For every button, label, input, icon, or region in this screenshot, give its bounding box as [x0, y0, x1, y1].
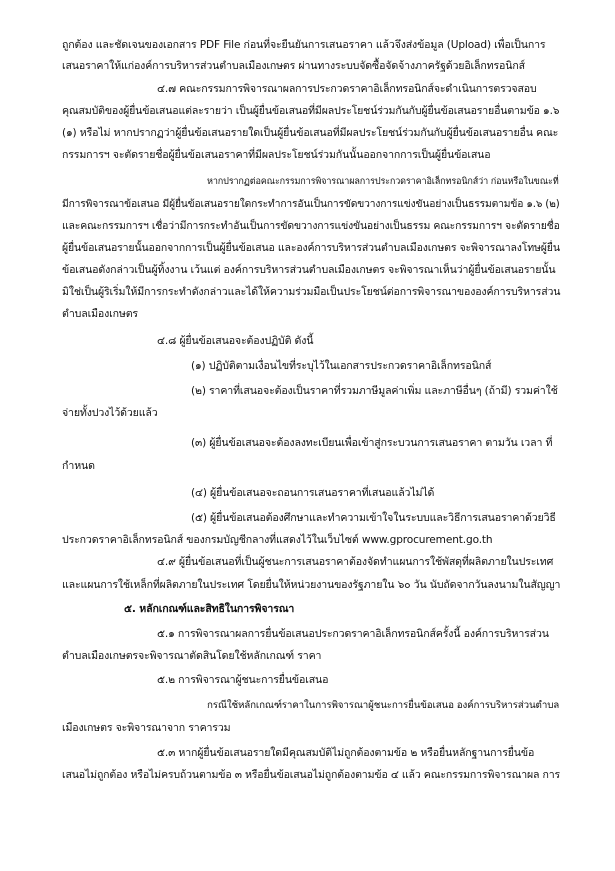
- text-line: กรณีใช้หลักเกณฑ์ราคาในการพิจารณาผู้ชนะการยื่นข้อเสนอ องค์การบริหารส่วนตำบล: [207, 700, 560, 711]
- text-line: เสนอราคาให้แก่องค์การบริหารส่วนตำบลเมืองเกษตร ผ่านทางระบบจัดซื้อจัดจ้างภาครัฐด้วยอิเล็กทรอนิกส์: [62, 60, 525, 72]
- text-line: มีการพิจารณาข้อเสนอ มีผู้ยื่นข้อเสนอรายใดกระทำการอันเป็นการขัดขวางการแข่งขันอย่างเป็นธรรมตามข้อ ๑.๖ (๒): [62, 198, 560, 210]
- text-line: หากปรากฏต่อคณะกรรมการพิจารณาผลการประกวดราคาอิเล็กทรอนิกส์ว่า ก่อนหรือในขณะที่: [207, 177, 559, 187]
- text-line: จ่ายทั้งปวงไว้ด้วยแล้ว: [62, 407, 158, 419]
- text-line: และคณะกรรมการฯ เชื่อว่ามีการกระทำอันเป็นการขัดขวางการแข่งขันอย่างเป็นธรรม คณะกรรมการฯ จะตัดรายชื่อ: [62, 220, 560, 232]
- text-line: ตำบลเมืองเกษตร: [62, 308, 138, 320]
- text-line: คุณสมบัติของผู้ยื่นข้อเสนอแต่ละรายว่า เป็นผู้ยื่นข้อเสนอที่มีผลประโยชน์ร่วมกันกับผู้ยื่นข้อเสนอรายอื่นตามข้อ ๑.๖: [62, 105, 560, 117]
- clause-4-9: ๔.๙ ผู้ยื่นข้อเสนอที่เป็นผู้ชนะการเสนอราคาต้องจัดทำแผนการใช้พัสดุที่ผลิตภายในประเทศ: [157, 556, 554, 568]
- text-line: เมืองเกษตร จะพิจารณาจาก ราคารวม: [62, 722, 231, 734]
- section-heading: ๕. หลักเกณฑ์และสิทธิในการพิจารณา: [124, 603, 295, 615]
- text-line: ผู้ยื่นข้อเสนอรายนั้นออกจากการเป็นผู้ยื่นข้อเสนอ และองค์การบริหารส่วนตำบลเมืองเกษตร จะพิจารณาลงโทษผู้ยื่น: [62, 242, 560, 254]
- text-line: (๑) หรือไม่ หากปรากฏว่าผู้ยื่นข้อเสนอรายใดเป็นผู้ยื่นข้อเสนอที่มีผลประโยชน์ร่วมกันกับผู้ยื่นข้อเสนอรายอื่น คณะ: [62, 127, 559, 139]
- text-line: ถูกต้อง และชัดเจนของเอกสาร PDF File ก่อนที่จะยืนยันการเสนอราคา แล้วจึงส่งข้อมูล (Upload) เพื่อเป็นการ: [62, 39, 546, 51]
- clause-5-1: ๕.๑ การพิจารณาผลการยื่นข้อเสนอประกวดราคาอิเล็กทรอนิกส์ครั้งนี้ องค์การบริหารส่วน: [157, 628, 549, 640]
- text-line: มิใช่เป็นผู้ริเริ่มให้มีการกระทำดังกล่าวและได้ให้ความร่วมมือเป็นประโยชน์ต่อการพิจารณาขององค์การบริหารส่วน: [62, 286, 561, 298]
- text-line: และแผนการใช้เหล็กที่ผลิตภายในประเทศ โดยยื่นให้หน่วยงานของรัฐภายใน ๖๐ วัน นับถัดจากวันลงนามในสัญญา: [62, 579, 561, 591]
- list-item: (๓) ผู้ยื่นข้อเสนอจะต้องลงทะเบียนเพื่อเข้าสู่กระบวนการเสนอราคา ตามวัน เวลา ที่: [191, 437, 553, 449]
- clause-5-2: ๕.๒ การพิจารณาผู้ชนะการยื่นข้อเสนอ: [157, 674, 329, 686]
- list-item: (๔) ผู้ยื่นข้อเสนอจะถอนการเสนอราคาที่เสนอแล้วไม่ได้: [191, 487, 435, 499]
- text-line: กรรมการฯ จะตัดรายชื่อผู้ยื่นข้อเสนอราคาที่มีผลประโยชน์ร่วมกันนั้นออกจากการเป็นผู้ยื่นข้อเสนอ: [62, 149, 491, 161]
- list-item: (๕) ผู้ยื่นข้อเสนอต้องศึกษาและทำความเข้าใจในระบบและวิธีการเสนอราคาด้วยวิธี: [191, 512, 556, 524]
- clause-4-8: ๔.๘ ผู้ยื่นข้อเสนอจะต้องปฏิบัติ ดังนี้: [157, 335, 314, 347]
- clause-5-3: ๕.๓ หากผู้ยื่นข้อเสนอรายใดมีคุณสมบัติไม่ถูกต้องตามข้อ ๒ หรือยื่นหลักฐานการยื่นข้อ: [157, 747, 535, 759]
- text-line: ข้อเสนอดังกล่าวเป็นผู้ทิ้งงาน เว้นแต่ องค์การบริหารส่วนตำบลเมืองเกษตร จะพิจารณาเห็นว่าผู้ยื่นข้อเสนอรายนั้น: [62, 264, 556, 276]
- text-line: ตำบลเมืองเกษตรจะพิจารณาตัดสินโดยใช้หลักเกณฑ์ ราคา: [62, 650, 322, 662]
- text-line: กำหนด: [62, 460, 95, 472]
- list-item: (๑) ปฏิบัติตามเงื่อนไขที่ระบุไว้ในเอกสารประกวดราคาอิเล็กทรอนิกส์: [191, 360, 492, 372]
- list-item: (๒) ราคาที่เสนอจะต้องเป็นราคาที่รวมภาษีมูลค่าเพิ่ม และภาษีอื่นๆ (ถ้ามี) รวมค่าใช้: [191, 385, 558, 397]
- text-line: เสนอไม่ถูกต้อง หรือไม่ครบถ้วนตามข้อ ๓ หรือยื่นข้อเสนอไม่ถูกต้องตามข้อ ๔ แล้ว คณะกรรมการพิจารณาผล การ: [62, 769, 561, 781]
- text-line: ประกวดราคาอิเล็กทรอนิกส์ ของกรมบัญชีกลางที่แสดงไว้ในเว็บไซต์ www.gprocurement.go.th: [62, 534, 493, 546]
- clause-4-7: ๔.๗ คณะกรรมการพิจารณาผลการประกวดราคาอิเล็กทรอนิกส์จะดำเนินการตรวจสอบ: [157, 83, 537, 95]
